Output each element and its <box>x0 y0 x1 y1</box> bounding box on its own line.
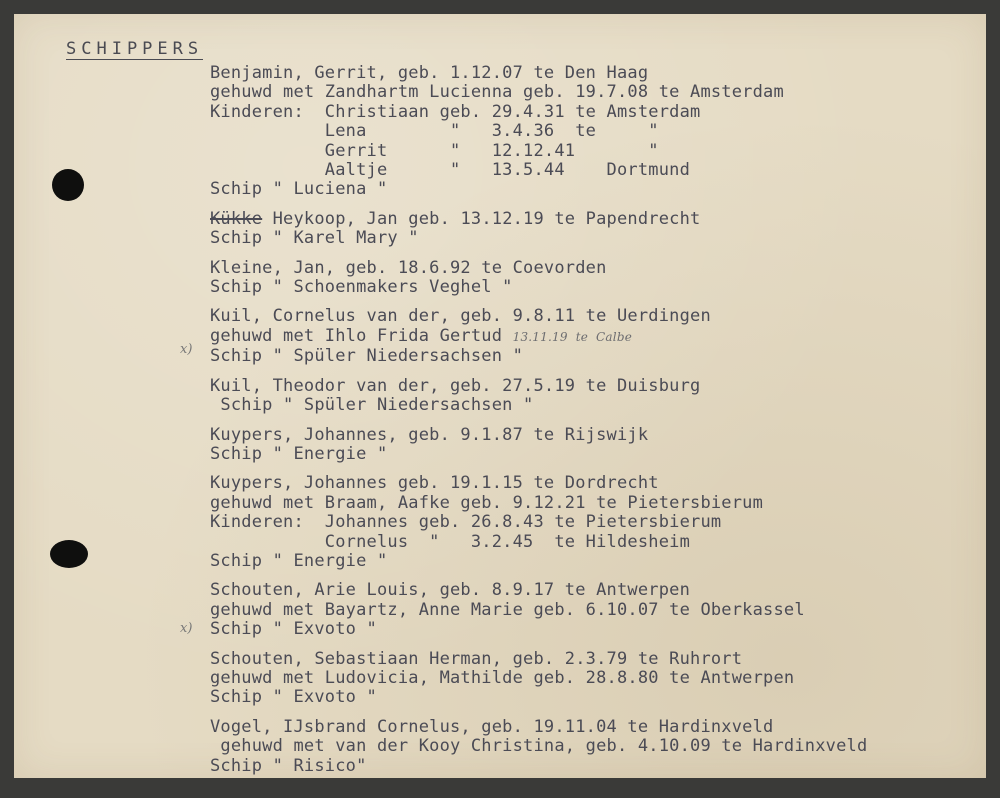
struck-text: Kükke <box>210 208 263 229</box>
person-entry <box>210 474 986 571</box>
page-title: SCHIPPERS <box>66 39 204 59</box>
ship-line: Schip " Energie " <box>210 550 388 571</box>
document-page <box>14 14 986 778</box>
entry-list <box>210 64 986 778</box>
entry-line <box>210 327 986 347</box>
margin-annotation: x) <box>180 342 193 357</box>
entry-line: Vogel, IJsbrand Cornelus, geb. 19.11.04 te Hardinxveld <box>210 716 774 737</box>
entry-line: Kuypers, Johannes, geb. 9.1.87 te Rijswijk <box>210 424 649 445</box>
entry-line: Cornelus " 3.2.45 te Hildesheim <box>210 531 691 552</box>
ship-line: Schip " Luciena " <box>210 179 388 200</box>
ship-line: Schip " Risico" <box>210 755 367 776</box>
handwritten-note: 13.11.19 te Calbe <box>512 329 633 344</box>
entry-line: Kinderen: Johannes geb. 26.8.43 te Pietersbierum <box>210 512 722 533</box>
entry-line <box>210 210 986 229</box>
margin-annotation: x) <box>180 621 193 636</box>
person-entry <box>210 210 986 249</box>
entry-line: gehuwd met Ludovicia, Mathilde geb. 28.8.80 te Antwerpen <box>210 667 795 688</box>
entry-line: Schouten, Arie Louis, geb. 8.9.17 te Antwerpen <box>210 580 691 601</box>
person-entry <box>210 581 986 639</box>
ship-line: Schip " Exvoto " <box>210 687 377 708</box>
entry-line: Benjamin, Gerrit, geb. 1.12.07 te Den Haag <box>210 63 649 83</box>
entry-line: Schouten, Sebastiaan Herman, geb. 2.3.79 te Ruhrort <box>210 648 743 669</box>
entry-line: gehuwd met van der Kooy Christina, geb. 4.10.09 te Hardinxveld <box>210 736 868 757</box>
entry-line: gehuwd met Braam, Aafke geb. 9.12.21 te Pietersbierum <box>210 492 764 513</box>
punch-hole <box>52 169 84 201</box>
entry-line: gehuwd met Zandhartm Lucienna geb. 19.7.08 te Amsterdam <box>210 82 784 103</box>
person-entry <box>210 259 986 298</box>
entry-line: Kuypers, Johannes geb. 19.1.15 te Dordrecht <box>210 473 659 494</box>
punch-hole <box>50 540 88 568</box>
entry-line: Aaltje " 13.5.44 Dortmund <box>210 160 691 181</box>
entry-line: Gerrit " 12.12.41 " <box>210 140 659 161</box>
entry-line-text: Heykoop, Jan geb. 13.12.19 te Papendrecht <box>262 208 701 229</box>
entry-line: gehuwd met Bayartz, Anne Marie geb. 6.10.07 te Oberkassel <box>210 599 805 620</box>
entry-line: Kleine, Jan, geb. 18.6.92 te Coevorden <box>210 257 607 278</box>
person-entry <box>210 307 986 366</box>
entry-line: Kinderen: Christiaan geb. 29.4.31 te Amsterdam <box>210 101 701 122</box>
entry-line: Kuil, Cornelus van der, geb. 9.8.11 te Uerdingen <box>210 306 711 327</box>
ship-line: Schip " Spüler Niedersachsen " <box>210 346 524 367</box>
person-entry <box>210 718 986 776</box>
ship-line: Schip " Spüler Niedersachsen " <box>210 395 534 416</box>
ship-line: Schip " Energie " <box>210 443 388 464</box>
person-entry <box>210 377 986 416</box>
ship-line: Schip " Schoenmakers Veghel " <box>210 277 513 298</box>
ship-line: Schip " Karel Mary " <box>210 228 419 249</box>
person-entry <box>210 426 986 465</box>
entry-line: Lena " 3.4.36 te " <box>210 121 659 142</box>
ship-line: Schip " Exvoto " <box>210 619 377 640</box>
entry-line: Kuil, Theodor van der, geb. 27.5.19 te Duisburg <box>210 375 701 396</box>
person-entry <box>210 650 986 708</box>
person-entry <box>210 64 986 200</box>
entry-line-text: gehuwd met Ihlo Frida Gertud <box>210 325 503 346</box>
